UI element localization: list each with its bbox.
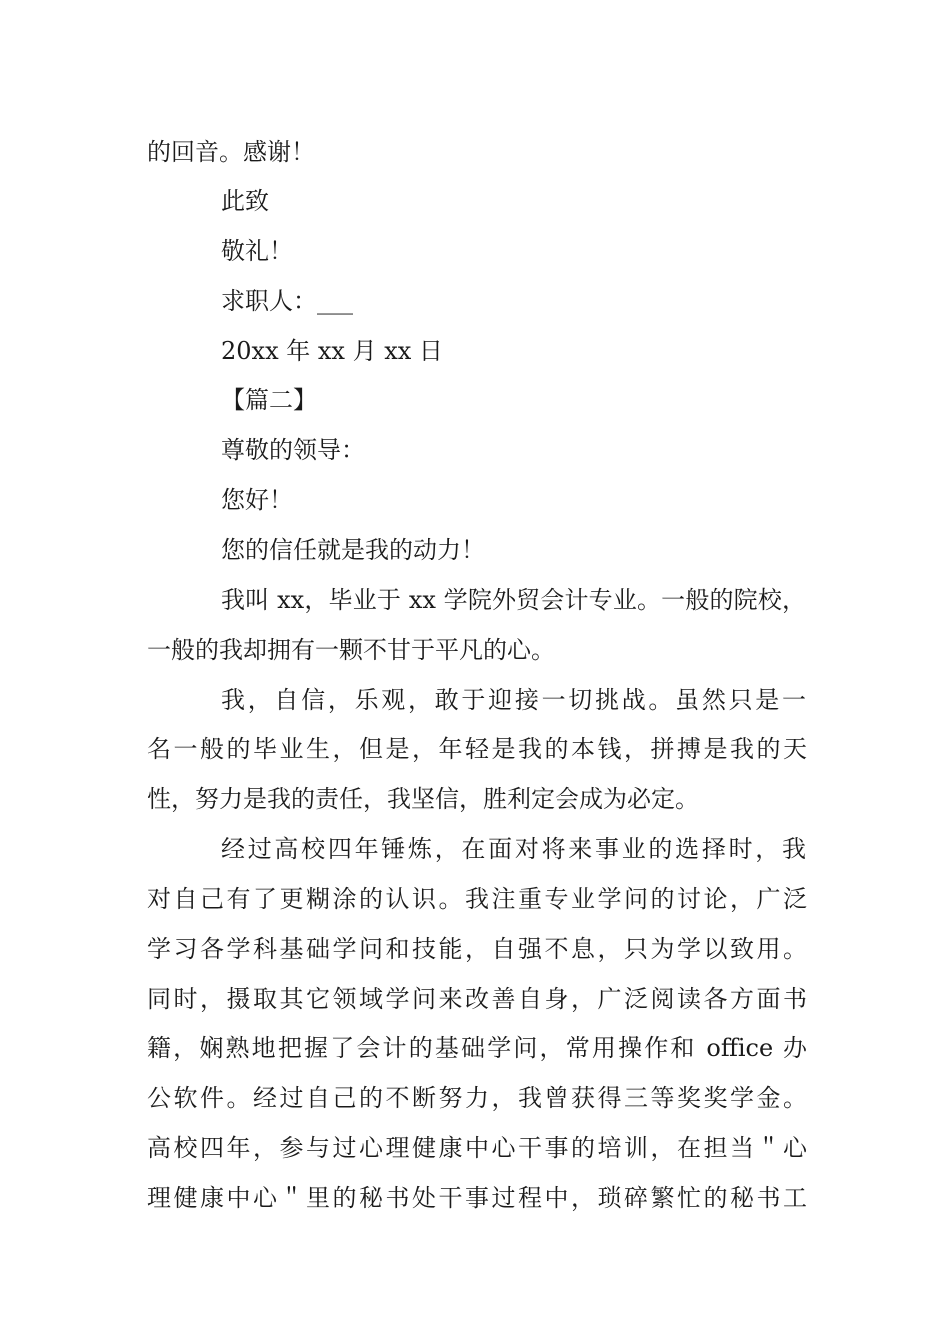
- letter2-greeting: 尊敬的领导：: [221, 436, 365, 464]
- salutation-line-1: 此致: [221, 187, 269, 215]
- letter1-tail-text: 的回音。感谢！: [147, 138, 315, 166]
- paragraph-line: 一般的我却拥有一颗不甘于平凡的心。: [147, 636, 555, 664]
- paragraph-line: 对自己有了更糊涂的认识。我注重专业学问的讨论，广泛: [147, 885, 807, 913]
- paragraph-line: 学习各学科基础学问和技能，自强不息，只为学以致用。: [147, 935, 807, 963]
- section-heading: 【篇二】: [221, 386, 317, 414]
- letter2-opening: 您的信任就是我的动力！: [221, 536, 485, 564]
- paragraph-line: 性，努力是我的责任，我坚信，胜利定会成为必定。: [147, 785, 699, 813]
- paragraph-line: 籍，娴熟地把握了会计的基础学问，常用操作和 office 办: [147, 1034, 807, 1062]
- letter-date: 20xx 年 xx 月 xx 日: [221, 337, 443, 365]
- paragraph-line: 经过高校四年锤炼，在面对将来事业的选择时，我: [221, 835, 806, 863]
- applicant-signature: 求职人：___: [221, 287, 353, 315]
- paragraph-line: 我，自信，乐观，敢于迎接一切挑战。虽然只是一: [221, 686, 806, 714]
- paragraph-line: 同时，摄取其它领域学问来改善自身，广泛阅读各方面书: [147, 985, 807, 1013]
- paragraph-line: 理健康中心＂里的秘书处干事过程中，琐碎繁忙的秘书工: [147, 1184, 807, 1212]
- paragraph-line: 公软件。经过自己的不断努力，我曾获得三等奖奖学金。: [147, 1084, 807, 1112]
- letter2-hello: 您好！: [221, 486, 293, 514]
- paragraph-line: 我叫 xx，毕业于 xx 学院外贸会计专业。一般的院校，: [221, 586, 806, 614]
- salutation-line-2: 敬礼！: [221, 237, 293, 265]
- paragraph-line: 名一般的毕业生，但是，年轻是我的本钱，拼搏是我的天: [147, 735, 807, 763]
- paragraph-line: 高校四年，参与过心理健康中心干事的培训，在担当＂心: [147, 1134, 807, 1162]
